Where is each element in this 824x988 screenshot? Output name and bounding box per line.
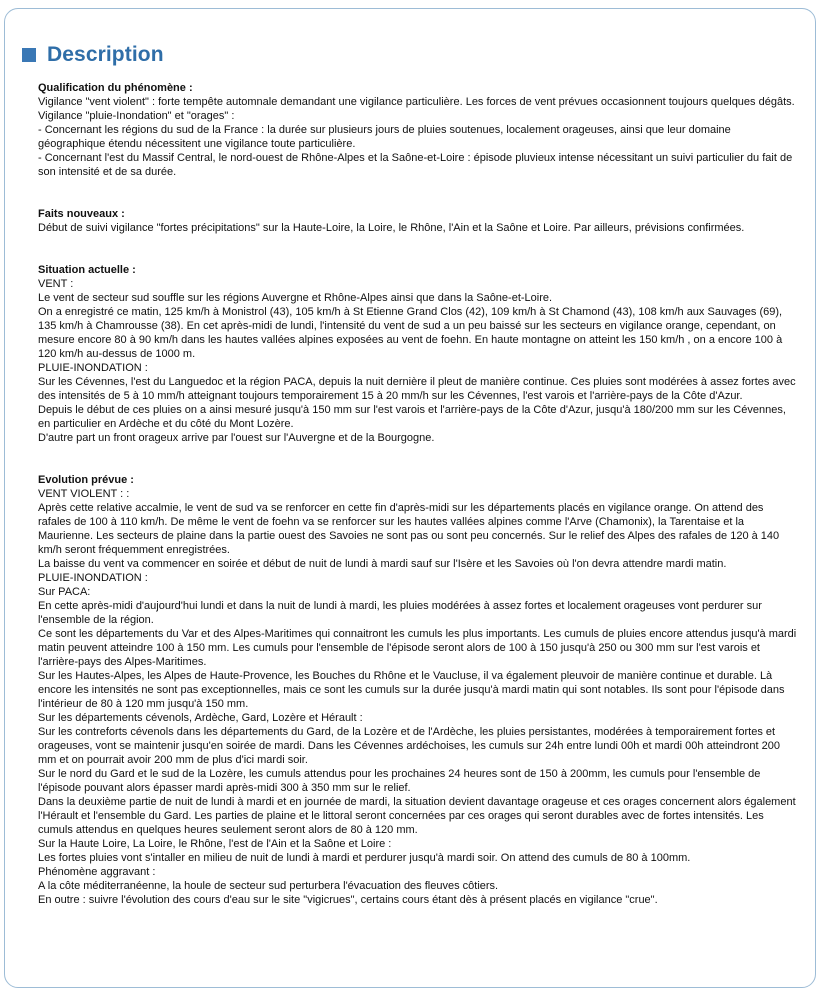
paragraph-line: Sur la Haute Loire, La Loire, le Rhône, l'est de l'Ain et la Saône et Loire : [38,838,392,850]
section-faits-nouveaux [38,207,798,235]
paragraph-line: D'autre part un front orageux arrive par l'ouest sur l'Auvergne et de la Bourgogne. [38,432,435,444]
heading-square-icon [22,48,36,62]
paragraph-line: A la côte méditerranéenne, la houle de secteur sud perturbera l'évacuation des fleuves côtiers. [38,880,499,892]
section-heading [22,43,164,67]
paragraph-line: La baisse du vent va commencer en soirée et début de nuit de lundi à mardi sauf sur l'Isère et les Savoies où l'on devra attendre mardi matin. [38,558,727,570]
paragraph-line: Vigilance "vent violent" : forte tempête automnale demandant une vigilance particulière. Les forces de vent prévues occasionnent toujours quelques dégâts. [38,96,795,108]
description-content [38,81,798,935]
paragraph-line: Sur le nord du Gard et le sud de la Lozère, les cumuls attendus pour les prochaines 24 heures sont de 150 à 200mm, les cumuls pour l'ensemble de l'épisode pouvant alors épasser mardi après-midi 300 à 350 mm sur le relief. [38,768,764,794]
paragraph-line: - Concernant les régions du sud de la France : la durée sur plusieurs jours de pluies soutenues, localement orageuses, ainsi que leur domaine géographique étendu nécessitent une vigilance toute particulière. [38,124,734,150]
paragraph-line: VENT : [38,278,74,290]
section-situation-actuelle [38,263,798,445]
paragraph-line: Sur PACA: [38,586,91,598]
paragraph-line: Ce sont les départements du Var et des Alpes-Maritimes qui connaitront les cumuls les plus importants. Les cumuls de pluies encore attendus jusqu'à mardi matin peuvent atteindre 100 à 150 mm. Les cumuls pour l'ensemble de l'épisode seront alors de 100 à 150 jusqu'à 250 ou 300 mm sur l'est varois et l'arrière-pays des Alpes-Maritimes. [38,628,800,668]
section-title: Faits nouveaux : [38,208,125,220]
paragraph-line: Depuis le début de ces pluies on a ainsi mesuré jusqu'à 150 mm sur l'est varois et l'arrière-pays de la Côte d'Azur, jusqu'à 180/200 mm sur les Cévennes, en particulier en Ardèche et du côté du Mont Lozère. [38,404,789,430]
paragraph-line: Le vent de secteur sud souffle sur les régions Auvergne et Rhône-Alpes ainsi que dans la Saône-et-Loire. [38,292,553,304]
paragraph-line: Sur les Hautes-Alpes, les Alpes de Haute-Provence, les Bouches du Rhône et le Vaucluse, il va également pleuvoir de manière continue et durable. Là encore les intensités ne sont pas exceptionnelles, mais ce sont les cumuls sur la durée jusqu'à mardi matin qui sont notables. Ils sont pour l'épisode dans l'intérieur de 80 à 120 mm jusqu'à 150 mm. [38,670,788,710]
paragraph-line: Sur les Cévennes, l'est du Languedoc et la région PACA, depuis la nuit dernière il pleut de manière continue. Ces pluies sont modérées à assez fortes avec des intensités de 5 à 10 mm/h atteignant toujours temporairement 15 à 20 mm/h sur les Cévennes, l'est varois et l'arrière-pays de la Côte d'Azur. [38,376,799,402]
paragraph-line: Début de suivi vigilance "fortes précipitations" sur la Haute-Loire, la Loire, le Rhône, l'Ain et la Saône et Loire. Par ailleurs, prévisions confirmées. [38,222,745,234]
paragraph-line: Vigilance "pluie-Inondation" et "orages" : [38,110,235,122]
paragraph-line: VENT VIOLENT : : [38,488,130,500]
paragraph-line: - Concernant l'est du Massif Central, le nord-ouest de Rhône-Alpes et la Saône-et-Loire : épisode pluvieux intense nécessitant un suivi particulier du fait de son intensité et de sa durée. [38,152,796,178]
paragraph-line: Dans la deuxième partie de nuit de lundi à mardi et en journée de mardi, la situation devient davantage orageuse et ces orages concernent alors également l'Hérault et l'ensemble du Gard. Les parties de plaine et le littoral seront concernées par ces orages qui seront durables avec de fortes intensités. Les cumuls attendus en quelques heures seulement seront alors de 80 à 120 mm. [38,796,799,836]
paragraph-line: Après cette relative accalmie, le vent de sud va se renforcer en cette fin d'après-midi sur les départements placés en vigilance orange. On attend des rafales de 100 à 110 km/h. De même le vent de foehn va se renforcer sur les hautes vallées alpines comme l'Arve (Chamonix), la Tarentaise et la Maurienne. Les secteurs de plaine dans la partie ouest des Savoies ne sont pas ou sont peu concernés. Sur le relief des Alpes des rafales de 120 à 140 km/h seront fréquemment enregistrées. [38,502,783,556]
paragraph-line: En cette après-midi d'aujourd'hui lundi et dans la nuit de lundi à mardi, les pluies modérées à assez fortes et localement orageuses vont perdurer sur l'ensemble de la région. [38,600,765,626]
section-title: Situation actuelle : [38,264,136,276]
paragraph-line: Sur les départements cévenols, Ardèche, Gard, Lozère et Hérault : [38,712,363,724]
paragraph-line: Phénomène aggravant : [38,866,156,878]
paragraph-line: Les fortes pluies vont s'intaller en milieu de nuit de lundi à mardi et perdurer jusqu'à mardi soir. On attend des cumuls de 80 à 100mm. [38,852,691,864]
paragraph-line: Sur les contreforts cévenols dans les départements du Gard, de la Lozère et de l'Ardèche, les pluies persistantes, modérées à temporairement fortes et orageuses, vont se maintenir jusqu'en soirée de mardi. Dans les Cévennes ardéchoises, les cumuls sur 24h entre lundi 00h et mardi 00h atteindront 200 mm et on pourrait avoir 200 mm de plus d'ici mardi soir. [38,726,784,766]
paragraph-line: PLUIE-INONDATION : [38,572,148,584]
page-title: Description [47,43,164,66]
section-evolution-prevue [38,473,798,907]
paragraph-line: PLUIE-INONDATION : [38,362,148,374]
paragraph-line: En outre : suivre l'évolution des cours d'eau sur le site "vigicrues", certains cours étant dès à présent placés en vigilance "crue". [38,894,658,906]
paragraph-line: On a enregistré ce matin, 125 km/h à Monistrol (43), 105 km/h à St Etienne Grand Clos (42), 109 km/h à St Chamond (43), 108 km/h aux Sauvages (69), 135 km/h à Chamrousse (38). En cet après-midi de lundi, l'intensité du vent de sud a un peu baissé sur les secteurs en vigilance orange, cependant, on mesure encore 80 à 90 km/h dans les hautes vallées alpines exposées au vent de foehn. En haute montagne on atteint les 150 km/h , on a encore 100 à 120 km/h au-dessus de 1000 m. [38,306,786,360]
section-title: Evolution prévue : [38,474,134,486]
section-title: Qualification du phénomène : [38,82,193,94]
section-qualification-du-phenomene [38,81,798,179]
